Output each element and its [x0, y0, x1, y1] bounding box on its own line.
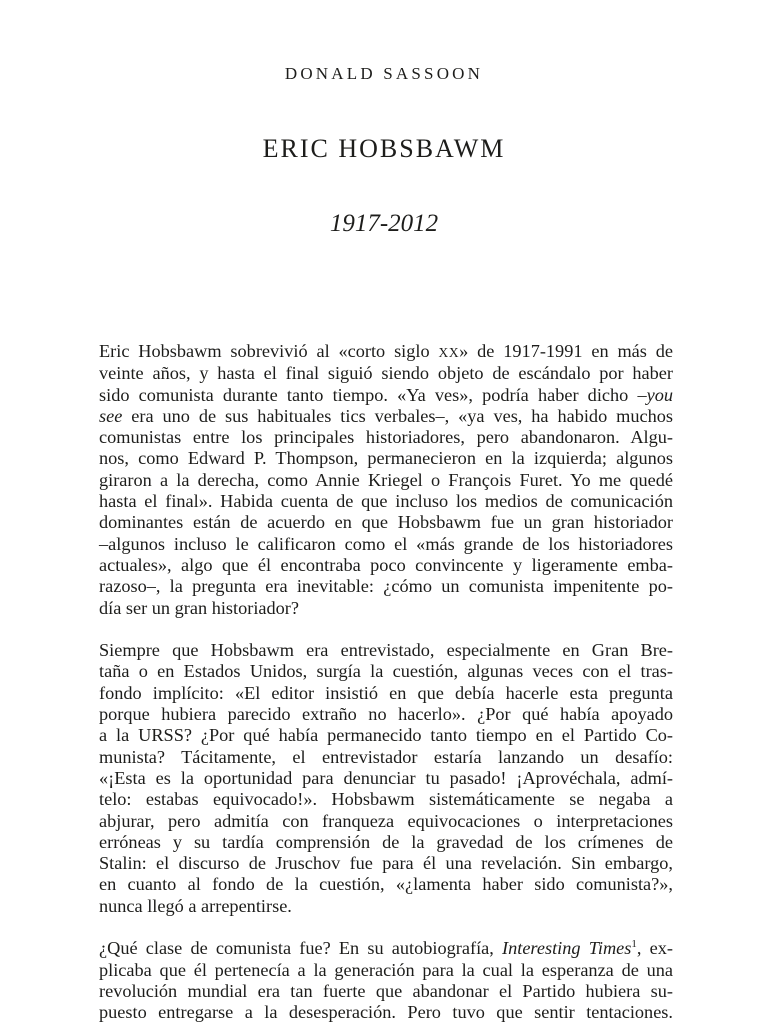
- author-name: DONALD SASSOON: [284, 64, 484, 83]
- text-line: see era uno de sus habituales tics verbales–, «ya ves, ha habido muchos: [99, 405, 674, 426]
- text-line: giraron a la derecha, como Annie Kriegel o François Furet. Yo me quedé: [99, 469, 673, 490]
- text-line: hasta el final». Habida cuenta de que incluso los medios de comunicación: [99, 491, 673, 512]
- text-line: ¿Qué clase de comunista fue? En su autobiografía, Interesting Times$^1$, ex-: [99, 938, 674, 959]
- text-line: plicaba que él pertenecía a la generación para la cual la esperanza de una: [99, 959, 673, 980]
- text-line: nunca llegó a arrepentirse.: [99, 895, 292, 916]
- text-line: Stalin: el discurso de Jruschov fue para él una revelación. Sin embargo,: [99, 853, 673, 874]
- body-text: [99, 341, 673, 1024]
- text-line: a la URSS? ¿Por qué había permanecido tanto tiempo en el Partido Co-: [99, 725, 673, 746]
- chapter-dates: 1917-2012: [329, 210, 439, 237]
- text-line: Siempre que Hobsbawm era entrevistado, especialmente en Gran Bre-: [99, 640, 673, 661]
- text-line: erróneas y su tardía comprensión de la gravedad de los crímenes de: [99, 831, 673, 852]
- text-line: revolución mundial era tan fuerte que abandonar el Partido hubiera su-: [99, 980, 673, 1001]
- text-line: puesto entregarse a la desesperación. Pero tuvo que sentir tentaciones.: [99, 1002, 673, 1023]
- text-line: en cuanto al fondo de la cuestión, «¿lamenta haber sido comunista?»,: [99, 874, 673, 895]
- text-line: munista? Tácitamente, el entrevistador estaría lanzando un desafío:: [99, 746, 673, 767]
- text-line: veinte años, y hasta el final siguió siendo objeto de escándalo por haber: [99, 363, 673, 384]
- text-line: sido comunista durante tanto tiempo. «Ya ves», podría haber dicho –you: [99, 384, 673, 405]
- paragraph: [99, 640, 673, 917]
- paragraph: [99, 938, 673, 1023]
- text-line: abjurar, pero admitía con franqueza equivocaciones o interpretaciones: [99, 810, 673, 831]
- text-line: fondo implícito: «El editor insistió en que debía hacerle esta pregunta: [99, 682, 673, 703]
- text-line: dominantes están de acuerdo en que Hobsbawm fue un gran historiador: [99, 512, 673, 533]
- text-line: porque hubiera parecido extraño no hacerlo». ¿Por qué había apoyado: [99, 704, 673, 725]
- text-line: –algunos incluso le calificaron como el «más grande de los historiadores: [99, 533, 673, 554]
- text-line: actuales», algo que él encontraba poco convincente y ligeramente emba-: [99, 554, 673, 575]
- paragraph: [99, 341, 673, 619]
- text-line: razoso–, la pregunta era inevitable: ¿cómo un comunista impenitente po-: [99, 576, 673, 597]
- text-line: Eric Hobsbawm sobrevivió al «corto siglo XX» de 1917-1991 en más de: [99, 341, 673, 361]
- text-line: «¡Esta es la oportunidad para denunciar tu pasado! ¡Aprovéchala, admí-: [99, 767, 673, 788]
- text-line: taña o en Estados Unidos, surgía la cuestión, algunas veces con el tras-: [99, 661, 673, 682]
- chapter-title: ERIC HOBSBAWM: [262, 134, 506, 163]
- text-line: telo: estabas equivocado!». Hobsbawm sistemáticamente se negaba a: [99, 789, 673, 810]
- text-line: día ser un gran historiador?: [99, 597, 300, 618]
- text-line: nos, como Edward P. Thompson, permanecieron en la izquierda; algunos: [99, 448, 673, 469]
- text-line: comunistas entre los principales historiadores, pero abandonaron. Algu-: [99, 427, 673, 448]
